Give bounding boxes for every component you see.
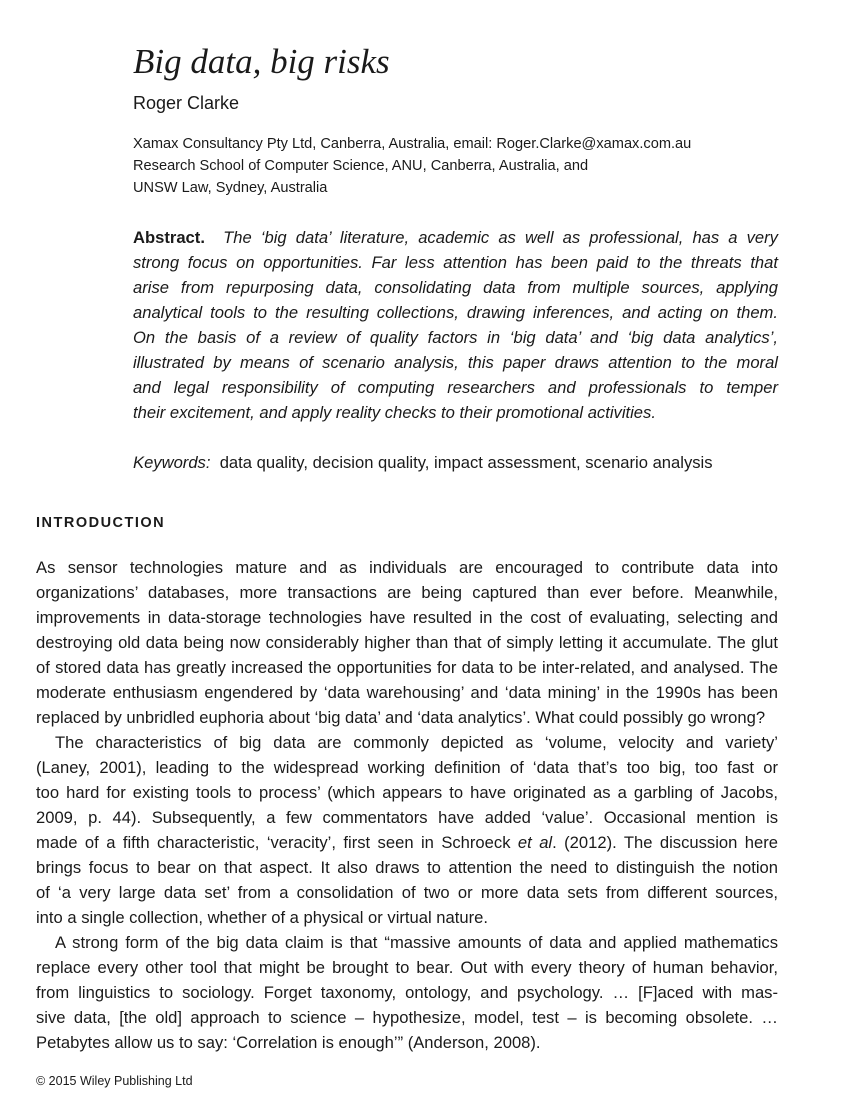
abstract-line: analytical tools to the resulting collections, drawing inferences, and acting on them.	[133, 303, 778, 322]
section-heading: INTRODUCTION	[36, 515, 166, 531]
affiliations	[133, 133, 691, 199]
body-line: of ‘a very large data set’ from a consolidation of two or more data sets from different sources,	[36, 883, 778, 902]
affiliation-line: UNSW Law, Sydney, Australia	[133, 180, 328, 196]
body-text-span: . (2012). The discussion here	[552, 833, 778, 852]
body-line: brings focus to bear on that aspect. It also draws to attention the need to distinguish the notion	[36, 858, 778, 877]
keywords	[133, 450, 713, 475]
body-line: As sensor technologies mature and as individuals are encouraged to contribute data into	[36, 558, 778, 577]
body-line: replace every other tool that might be brought to bear. Out with every theory of human behavior,	[36, 958, 778, 977]
body-line: moderate enthusiasm engendered by ‘data warehousing’ and ‘data mining’ in the 1990s has been	[36, 683, 778, 702]
copyright-notice: © 2015 Wiley Publishing Ltd	[36, 1074, 193, 1088]
body-text-span: made of a fifth characteristic, ‘veracity’, first seen in Schroeck	[36, 833, 518, 852]
abstract-label: Abstract.	[133, 228, 205, 247]
body-line: Petabytes allow us to say: ‘Correlation is enough’” (Anderson, 2008).	[36, 1033, 541, 1052]
body-line: sive data, [the old] approach to science – hypothesize, model, test – is becoming obsolete. …	[36, 1008, 778, 1027]
body-line: from linguistics to sociology. Forget taxonomy, ontology, and psychology. … [F]aced with mas-	[36, 983, 778, 1002]
body-line: destroying old data being now considerably higher than that of simply letting it accumulate. The glut	[36, 633, 778, 652]
abstract-line: arise from repurposing data, consolidating data from multiple sources, applying	[133, 278, 778, 297]
affiliation-line: Xamax Consultancy Pty Ltd, Canberra, Australia, email: Roger.Clarke@xamax.com.au	[133, 136, 692, 152]
body-line: The characteristics of big data are commonly depicted as ‘volume, velocity and variety’	[55, 733, 778, 752]
body-line: A strong form of the big data claim is that “massive amounts of data and applied mathematics	[55, 933, 778, 952]
abstract-text: The ‘big data’ literature, academic as well as professional, has a very	[223, 228, 778, 247]
abstract-line: On the basis of a review of quality factors in ‘big data’ and ‘big data analytics’,	[133, 328, 778, 347]
body-line: into a single collection, whether of a physical or virtual nature.	[36, 908, 488, 927]
paper-title: Big data, big risks	[133, 42, 390, 81]
abstract	[133, 225, 778, 425]
abstract-line: and legal responsibility of computing researchers and professionals to temper	[133, 378, 778, 397]
abstract-line	[133, 225, 778, 250]
body-line: too hard for existing tools to process’ (which appears to have originated as a garbling of Jacobs,	[36, 783, 778, 802]
body-line: replaced by unbridled euphoria about ‘big data’ and ‘data analytics’. What could possibly go wrong?	[36, 708, 766, 727]
body-line: 2009, p. 44). Subsequently, a few commentators have added ‘value’. Occasional mention is	[36, 808, 778, 827]
citation-et-al: et al	[517, 833, 553, 852]
body-text	[36, 555, 778, 1055]
body-line	[36, 830, 778, 855]
keywords-text: data quality, decision quality, impact assessment, scenario analysis	[219, 453, 713, 472]
body-line: (Laney, 2001), leading to the widespread working definition of ‘data that’s too big, too fast or	[36, 758, 778, 777]
abstract-line: their excitement, and apply reality checks to their promotional activities.	[133, 403, 656, 422]
keywords-label: Keywords:	[133, 453, 211, 472]
body-line: of stored data has greatly increased the opportunities for data to be inter-related, and analysed. The	[36, 658, 778, 677]
abstract-line: illustrated by means of scenario analysis, this paper draws attention to the moral	[133, 353, 778, 372]
abstract-line: strong focus on opportunities. Far less attention has been paid to the threats that	[133, 253, 778, 272]
author-name: Roger Clarke	[133, 93, 240, 113]
body-line: improvements in data-storage technologies have resulted in the cost of evaluating, selecting and	[36, 608, 778, 627]
body-line: organizations’ databases, more transactions are being captured than ever before. Meanwhile,	[36, 583, 778, 602]
affiliation-line: Research School of Computer Science, ANU, Canberra, Australia, and	[133, 158, 589, 174]
